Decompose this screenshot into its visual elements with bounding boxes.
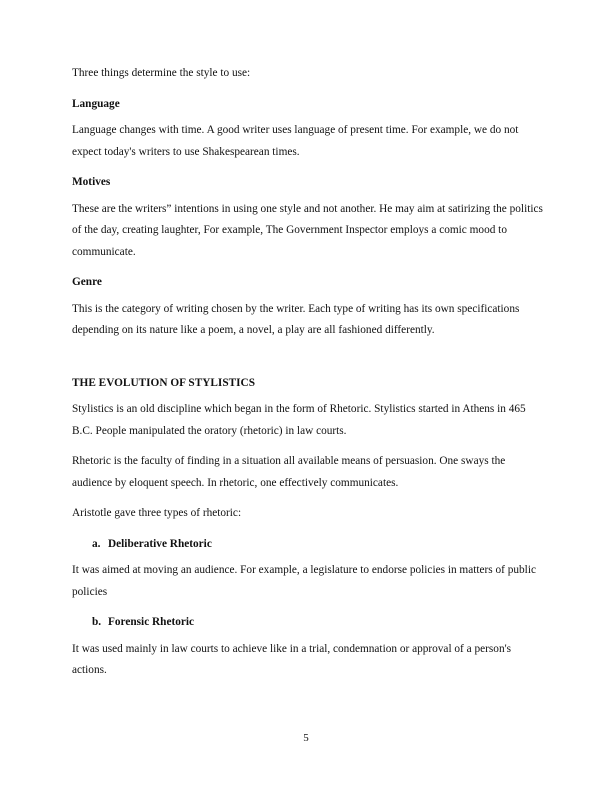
page-number: 5	[303, 732, 309, 744]
deliberative-rhetoric-text: It was aimed at moving an audience. For example, a legislature to endorse policies in matters of public policies	[72, 564, 536, 598]
forensic-rhetoric-text: It was used mainly in law courts to achieve like in a trial, condemnation or approval of a person's actions.	[72, 642, 512, 676]
deliberative-rhetoric-heading	[72, 534, 546, 556]
genre-heading: Genre	[72, 276, 102, 288]
list-title: Forensic Rhetoric	[108, 616, 195, 628]
list-marker: b.	[92, 616, 102, 628]
list-marker: a.	[92, 537, 101, 550]
document-page	[72, 63, 546, 682]
forensic-rhetoric-heading	[72, 612, 546, 634]
motives-text: These are the writers” intentions in using one style and not another. He may aim at satirizing the politics of the day, creating laughter, For example, The Government Inspector employs a comic mood to communicate.	[72, 202, 543, 258]
evolution-paragraph-1: Stylistics is an old discipline which began in the form of Rhetoric. Stylistics started in Athens in 465 B.C. People manipulated the oratory (rhetoric) in law courts.	[72, 403, 526, 437]
evolution-paragraph-3: Aristotle gave three types of rhetoric:	[72, 507, 242, 519]
genre-text: This is the category of writing chosen by the writer. Each type of writing has its own specifications depending on its nature like a poem, a novel, a play are all fashioned differently.	[72, 302, 520, 336]
list-title: Deliberative Rhetoric	[108, 537, 212, 550]
evolution-paragraph-2: Rhetoric is the faculty of finding in a situation all available means of persuasion. One sways the audience by eloquent speech. In rhetoric, one effectively communicates.	[72, 455, 506, 489]
evolution-heading: THE EVOLUTION OF STYLISTICS	[72, 376, 255, 389]
intro-text: Three things determine the style to use:	[72, 67, 251, 79]
language-text: Language changes with time. A good writer uses language of present time. For example, we do not expect today's writers to use Shakespearean times.	[72, 124, 519, 158]
language-heading: Language	[72, 97, 120, 110]
motives-heading: Motives	[72, 176, 111, 188]
